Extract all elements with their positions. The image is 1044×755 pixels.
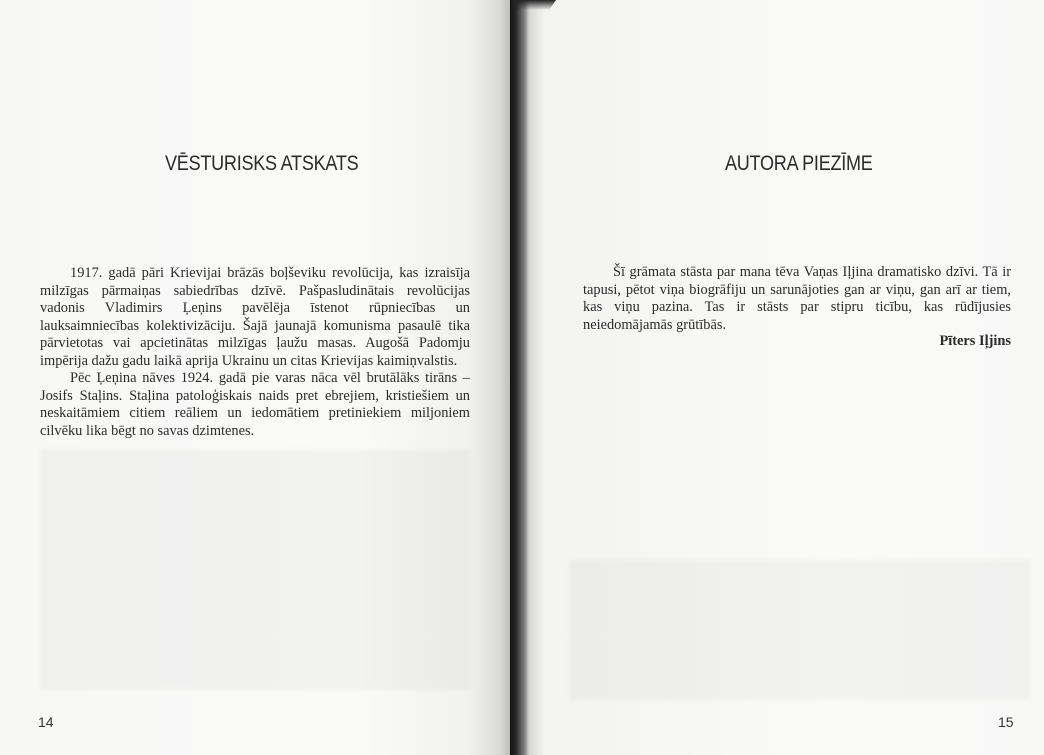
book-gutter bbox=[510, 0, 528, 755]
right-page-body bbox=[583, 264, 1011, 334]
author-signature: Pīters Iļjins bbox=[939, 333, 1011, 349]
right-page-heading: AUTORA PIEZĪME bbox=[725, 152, 873, 175]
show-through-shadow bbox=[570, 560, 1030, 700]
right-paragraph-1: Šī grāmata stāsta par mana tēva Vaņas Iļjina dramatisko dzīvi. Tā ir tapusi, pētot viņa biogrāfiju un sarunājoties gan ar viņu, gan arī ar tiem, kas viņu pazina. Tas ir stāsts par stipru ticību, kas rūdījusies neiedomājamās grūtībās. bbox=[583, 264, 1011, 333]
right-page-number: 15 bbox=[998, 714, 1014, 730]
left-page-body bbox=[40, 265, 470, 440]
left-paragraph-2: Pēc Ļeņina nāves 1924. gadā pie varas nāca vēl brutālāks tirāns – Josifs Staļins. Staļina patoloģiskais naids pret ebrejiem, kristiešiem un neskaitāmiem citiem reāliem un iedomātiem pretiniekiem miljoniem cilvēku lika bēgt no savas dzimtenes. bbox=[40, 370, 470, 439]
left-page bbox=[0, 0, 510, 755]
left-page-number: 14 bbox=[38, 714, 54, 730]
left-page-heading: VĒSTURISKS ATSKATS bbox=[165, 152, 359, 175]
page-corner-shadow bbox=[509, 0, 556, 10]
show-through-shadow bbox=[40, 450, 470, 690]
left-paragraph-1: 1917. gadā pāri Krievijai brāzās boļševiku revolūcija, kas izraisīja milzīgas pārmaiņas sabiedrības dzīvē. Pašpasludinātais revolūcijas vadonis Vladimirs Ļeņins pavēlēja īstenot rūpniecības un lauksaimniecības kolektivizāciju. Šajā jaunajā komunisma pasaulē tika pārvietotas vai apcietinātas milzīgas ļaužu masas. Augošā Padomju impērija dažu gadu laikā aprija Ukrainu un citas Krievijas kaimiņvalstis. bbox=[40, 265, 470, 369]
right-page bbox=[510, 0, 1044, 755]
